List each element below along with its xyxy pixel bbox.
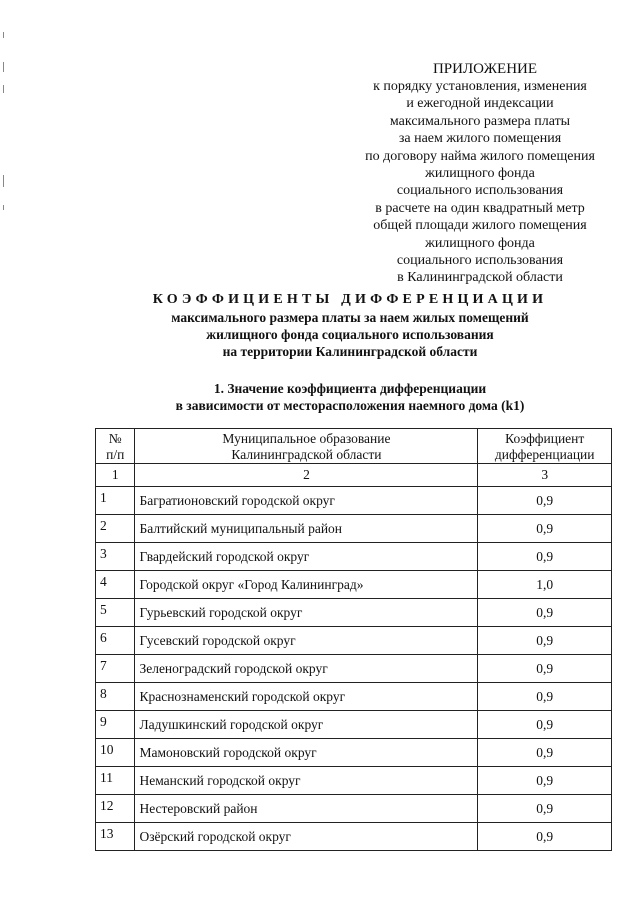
row-name: Краснознаменский городской округ — [135, 683, 478, 711]
column-number-row — [96, 464, 612, 487]
table-row — [96, 487, 612, 515]
table-row — [96, 683, 612, 711]
table-row — [96, 543, 612, 571]
header-coef — [478, 429, 612, 464]
row-number: 8 — [96, 683, 135, 711]
appendix-line: в расчете на один квадратный метр — [375, 200, 585, 216]
header-num-line: п/п — [106, 446, 125, 462]
appendix-line: по договору найма жилого помещения — [365, 148, 595, 164]
row-number: 2 — [96, 515, 135, 543]
table-row — [96, 655, 612, 683]
row-number: 6 — [96, 627, 135, 655]
row-coefficient: 0,9 — [478, 795, 612, 823]
row-coefficient: 0,9 — [478, 487, 612, 515]
table-row — [96, 515, 612, 543]
row-name: Мамоновский городской округ — [135, 739, 478, 767]
appendix-line: общей площади жилого помещения — [373, 218, 587, 234]
row-coefficient: 0,9 — [478, 543, 612, 571]
column-number: 2 — [135, 464, 478, 487]
row-coefficient: 0,9 — [478, 711, 612, 739]
row-coefficient: 0,9 — [478, 655, 612, 683]
row-number: 7 — [96, 655, 135, 683]
margin-mark — [3, 85, 4, 93]
table-row — [96, 739, 612, 767]
row-name: Зеленоградский городской округ — [135, 655, 478, 683]
header-num-line: № — [108, 431, 122, 446]
header-coef-line: Коэффициент — [505, 431, 585, 446]
row-coefficient: 0,9 — [478, 767, 612, 795]
table-row — [96, 823, 612, 851]
appendix-line: жилищного фонда — [425, 235, 535, 251]
row-number: 4 — [96, 571, 135, 599]
table-header-row — [96, 429, 612, 464]
row-number: 5 — [96, 599, 135, 627]
row-coefficient: 0,9 — [478, 627, 612, 655]
row-coefficient: 0,9 — [478, 739, 612, 767]
row-coefficient: 0,9 — [478, 823, 612, 851]
row-name: Гусевский городской округ — [135, 627, 478, 655]
appendix-line: и ежегодной индексации — [406, 96, 554, 112]
table-row — [96, 599, 612, 627]
row-number: 13 — [96, 823, 135, 851]
row-number: 3 — [96, 543, 135, 571]
header-name — [135, 429, 478, 464]
section-line: в зависимости от месторасположения наемного дома (k1) — [175, 398, 525, 413]
section-heading — [100, 380, 600, 414]
appendix-block — [340, 60, 620, 287]
heading-line: максимального размера платы за наем жилых помещений — [171, 310, 529, 325]
row-number: 12 — [96, 795, 135, 823]
column-number: 1 — [96, 464, 135, 487]
row-number: 9 — [96, 711, 135, 739]
header-num — [96, 429, 135, 464]
row-coefficient: 0,9 — [478, 683, 612, 711]
row-name: Неманский городской округ — [135, 767, 478, 795]
section-line: 1. Значение коэффициента дифференциации — [213, 381, 487, 396]
row-name: Нестеровский район — [135, 795, 478, 823]
appendix-line: жилищного фонда — [425, 166, 535, 182]
heading-title: КОЭФФИЦИЕНТЫ ДИФФЕРЕНЦИАЦИИ — [152, 292, 548, 307]
header-coef-line: дифференциации — [494, 446, 595, 462]
row-number: 10 — [96, 739, 135, 767]
table-row — [96, 627, 612, 655]
heading-line: жилищного фонда социального использования — [206, 327, 494, 342]
table-row — [96, 767, 612, 795]
column-number: 3 — [478, 464, 612, 487]
margin-mark — [3, 32, 4, 38]
heading-line: на территории Калининградской области — [222, 344, 478, 359]
appendix-line: социального использования — [396, 253, 564, 269]
document-heading — [100, 291, 600, 360]
row-coefficient: 1,0 — [478, 571, 612, 599]
header-name-line: Муниципальное образование — [222, 431, 391, 446]
row-number: 11 — [96, 767, 135, 795]
appendix-line: к порядку установления, изменения — [373, 79, 587, 94]
appendix-line: в Калининградской области — [397, 270, 563, 286]
row-name: Озёрский городской округ — [135, 823, 478, 851]
table-row — [96, 571, 612, 599]
row-name: Балтийский муниципальный район — [135, 515, 478, 543]
margin-mark — [3, 62, 4, 72]
margin-mark — [3, 175, 4, 187]
row-coefficient: 0,9 — [478, 599, 612, 627]
row-name: Багратионовский городской округ — [135, 487, 478, 515]
appendix-line: социального использования — [396, 183, 564, 199]
row-name: Гвардейский городской округ — [135, 543, 478, 571]
coefficient-table — [95, 428, 612, 851]
row-name: Городской округ «Город Калининград» — [135, 571, 478, 599]
margin-mark — [3, 205, 4, 210]
header-name-line: Калининградской области — [231, 446, 382, 462]
row-coefficient: 0,9 — [478, 515, 612, 543]
appendix-title: ПРИЛОЖЕНИЕ — [432, 61, 538, 77]
row-number: 1 — [96, 487, 135, 515]
table-row — [96, 795, 612, 823]
table-row — [96, 711, 612, 739]
appendix-line: за наем жилого помещения — [398, 131, 562, 147]
row-name: Гурьевский городской округ — [135, 599, 478, 627]
appendix-line: максимального размера платы — [389, 113, 571, 129]
row-name: Ладушкинский городской округ — [135, 711, 478, 739]
